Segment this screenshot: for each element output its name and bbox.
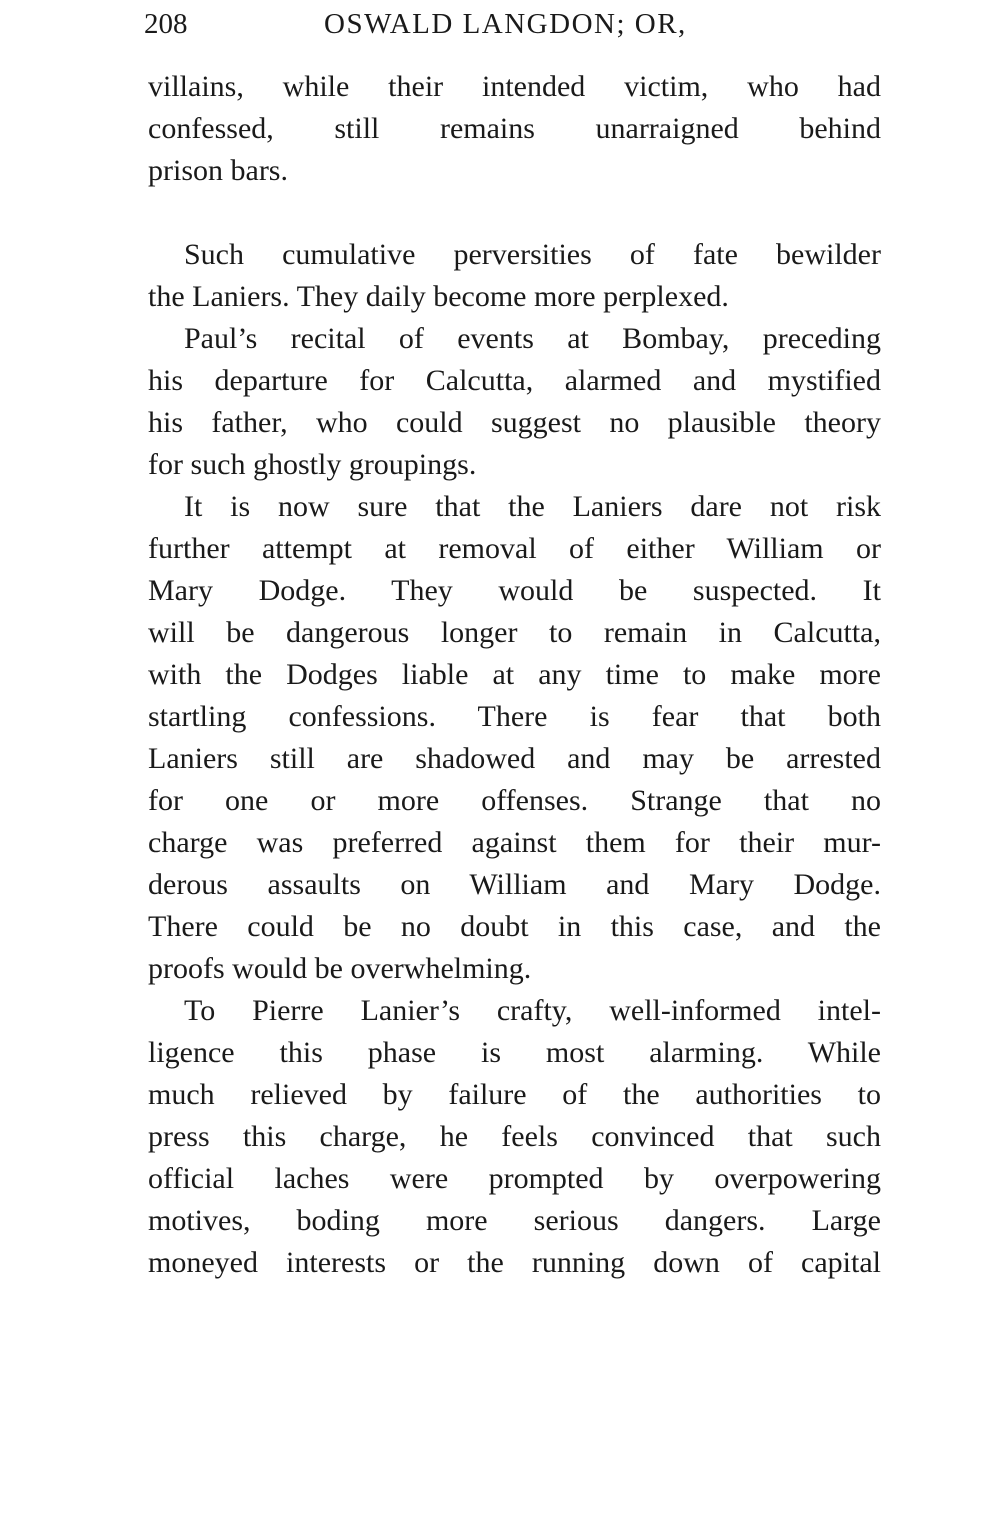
text-line: further attempt at removal of either William or [148,532,881,565]
page-number: 208 [144,8,188,40]
section-break [148,192,881,234]
text-line: the Laniers. They daily become more perplexed. [148,280,729,313]
text-line: Paul’s recital of events at Bombay, preceding [184,322,881,355]
text-line: much relieved by failure of the authorities to [148,1078,881,1111]
text-line: confessed, still remains unarraigned behind [148,112,881,145]
text-line: his father, who could suggest no plausible theory [148,406,881,439]
running-head [144,2,880,46]
text-line: Such cumulative perversities of fate bewilder [184,238,881,271]
text-line: charge was preferred against them for their mur- [148,826,881,859]
text-line: moneyed interests or the running down of capital [148,1246,881,1279]
text-line: Laniers still are shadowed and may be arrested [148,742,881,775]
text-line: It is now sure that the Laniers dare not risk [184,490,881,523]
text-line: There could be no doubt in this case, and the [148,910,881,943]
text-line: To Pierre Lanier’s crafty, well-informed intel- [184,994,881,1027]
text-line: derous assaults on William and Mary Dodge. [148,868,881,901]
text-line: his departure for Calcutta, alarmed and mystified [148,364,881,397]
text-line: with the Dodges liable at any time to make more [148,658,881,691]
text-line: Mary Dodge. They would be suspected. It [148,574,881,607]
text-line: ligence this phase is most alarming. While [148,1036,881,1069]
text-line: will be dangerous longer to remain in Calcutta, [148,616,881,649]
text-line: proofs would be overwhelming. [148,952,532,985]
running-title: OSWALD LANGDON; OR, [324,8,687,40]
text-line: prison bars. [148,154,288,187]
body-text [148,66,881,1284]
text-line: for one or more offenses. Strange that no [148,784,881,817]
text-line: villains, while their intended victim, who had [148,70,881,103]
text-line: for such ghostly groupings. [148,448,477,481]
text-line: official laches were prompted by overpowering [148,1162,881,1195]
text-line: motives, boding more serious dangers. Large [148,1204,881,1237]
text-line: startling confessions. There is fear that both [148,700,881,733]
text-line: press this charge, he feels convinced that such [148,1120,881,1153]
